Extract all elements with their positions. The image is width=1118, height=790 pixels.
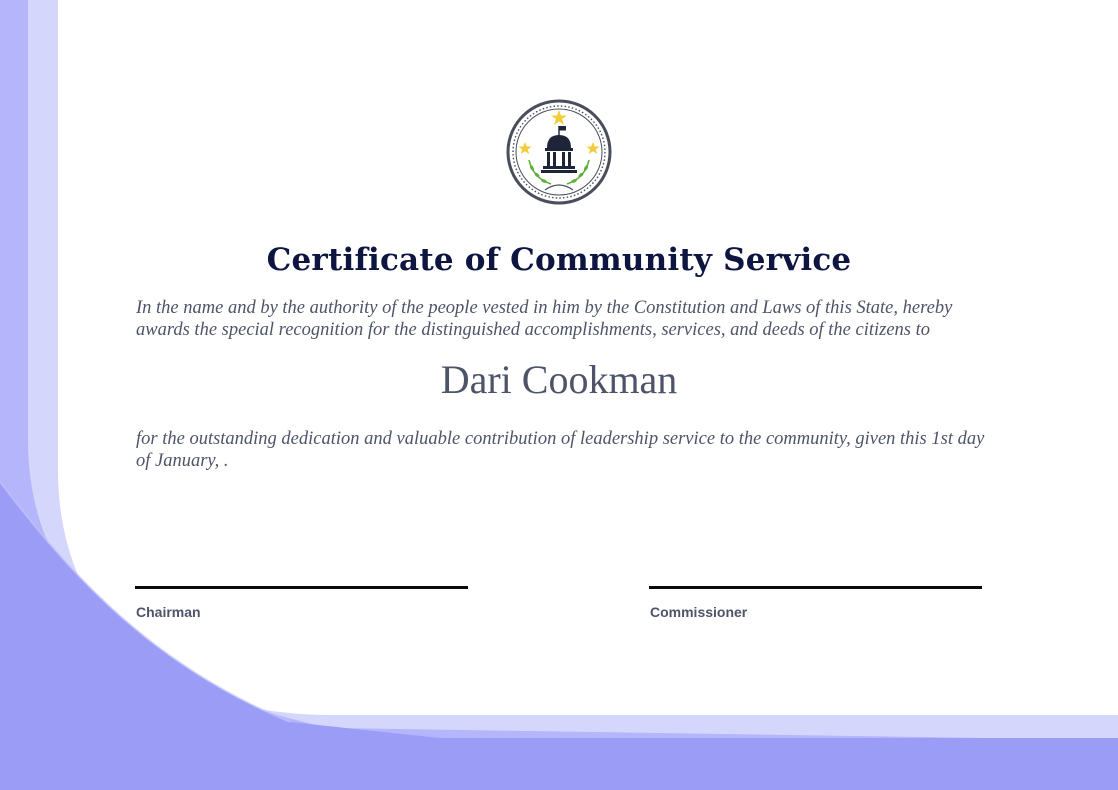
closing-paragraph: for the outstanding dedication and valuable contribution of leadership service to the community, given this 1st day of January, . <box>136 429 985 471</box>
commissioner-signature-label: Commissioner <box>650 604 748 620</box>
commissioner-signature-line <box>649 586 982 589</box>
chairman-signature-line <box>135 586 468 589</box>
government-building-seal-icon <box>505 98 613 206</box>
recipient-name: Dari Cookman <box>440 357 678 402</box>
intro-paragraph: In the name and by the authority of the people vested in him by the Constitution and Laws of this State, hereby awards the special recognition for the distinguished accomplishments, services, and deeds of the citizens to <box>136 298 953 340</box>
chairman-signature-label: Chairman <box>136 604 201 620</box>
certificate-title: Certificate of Community Service <box>266 242 852 278</box>
